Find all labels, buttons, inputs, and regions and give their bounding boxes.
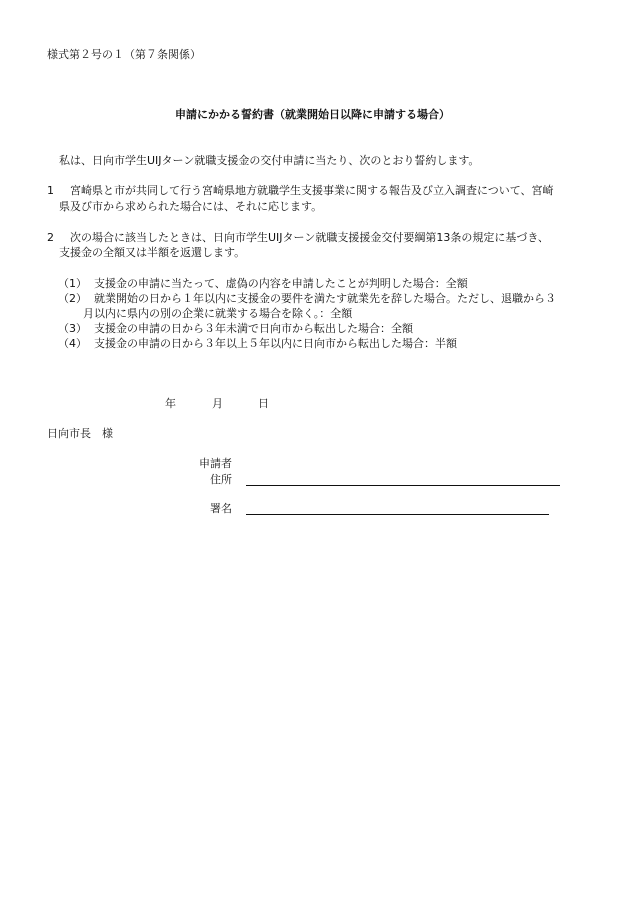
date-month-label: 月 <box>212 397 223 410</box>
addressee: 日向市長 様 <box>47 427 113 440</box>
sub-item-number: （3） <box>58 322 87 335</box>
sub-item-text: 就業開始の日から１年以内に支援金の要件を満たす就業先を辞した場合。ただし、退職から３ <box>94 292 556 305</box>
signature-field-line[interactable] <box>246 514 549 515</box>
date-day-label: 日 <box>258 397 269 410</box>
item-text-line: 宮崎県と市が共同して行う宮崎県地方就職学生支援事業に関する報告及び立入調査について、宮崎 <box>70 184 554 197</box>
item-text-line: 次の場合に該当したときは、日向市学生UIJターン就職支援援金交付要綱第13条の規定に基づき、 <box>70 231 549 244</box>
sub-item-text: 支援金の申請に当たって、虚偽の内容を申請したことが判明した場合：全額 <box>94 277 468 290</box>
item-text-line: 県及び市から求められた場合には、それに応じます。 <box>59 200 323 213</box>
sub-item-text: 月以内に県内の別の企業に就業する場合を除く。：全額 <box>83 307 353 320</box>
signature-label: 署名 <box>210 502 232 515</box>
document-title: 申請にかかる誓約書（就業開始日以降に申請する場合） <box>175 108 450 121</box>
sub-item-number: （2） <box>58 292 87 305</box>
item-number: 1 <box>47 184 54 197</box>
item-number: 2 <box>47 231 54 244</box>
address-label: 住所 <box>210 473 232 486</box>
sub-item-number: （1） <box>58 277 87 290</box>
item-text-line: 支援金の全額又は半額を返還します。 <box>59 246 246 259</box>
sub-item-text: 支援金の申請の日から３年以上５年以内に日向市から転出した場合：半額 <box>94 337 457 350</box>
sub-item-text: 支援金の申請の日から３年未満で日向市から転出した場合：全額 <box>94 322 413 335</box>
pledge-intro: 私は、日向市学生UIJターン就職支援金の交付申請に当たり、次のとおり誓約します。 <box>59 154 480 167</box>
sub-item-number: （4） <box>58 337 87 350</box>
form-number: 様式第２号の１（第７条関係） <box>47 48 201 61</box>
date-year-label: 年 <box>165 397 176 410</box>
address-field-line[interactable] <box>246 485 560 486</box>
applicant-heading: 申請者 <box>199 457 232 470</box>
